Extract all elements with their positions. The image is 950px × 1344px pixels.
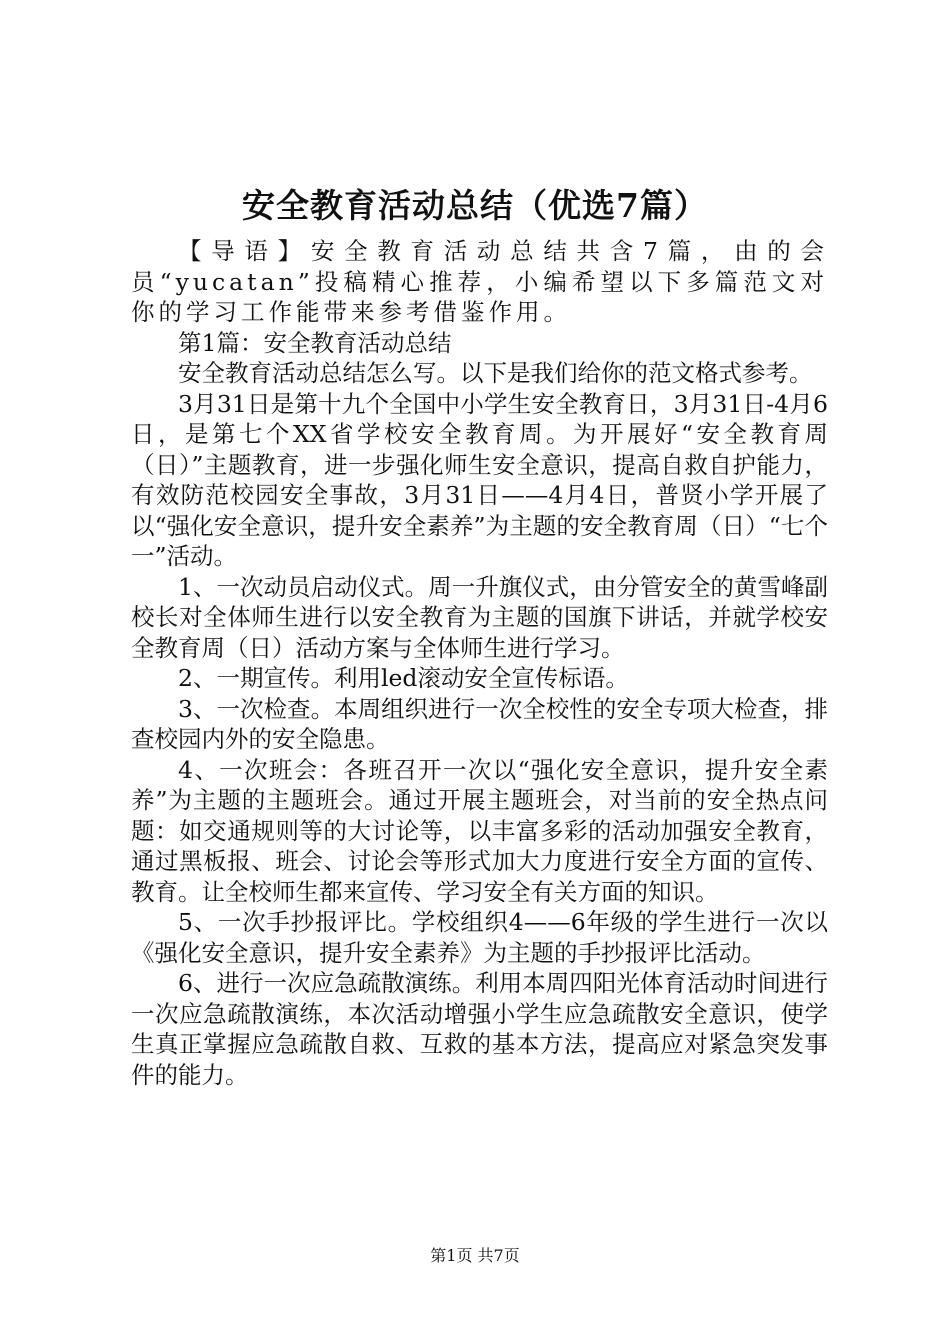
document-body — [131, 236, 828, 1090]
body-paragraph: 2、一期宣传。利用led滚动安全宣传标语。 — [178, 664, 629, 692]
chapter-heading: 第1篇：安全教育活动总结 — [178, 328, 452, 357]
body-paragraph: 1、一次动员启动仪式。周一升旗仪式，由分管安全的黄雪峰副校长对全体师生进行以安全教育为主题的国旗下讲话，并就学校安全教育周（日）活动方案与全体师生进行学习。 — [131, 572, 828, 662]
page-title: 安全教育活动总结（优选7篇） — [242, 186, 708, 225]
body-paragraph: 4、一次班会：各班召开一次以“强化安全意识，提升安全素养”为主题的主题班会。通过开展主题班会，对当前的安全热点问题：如交通规则等的大讨论等，以丰富多彩的活动加强安全教育，通过黑板报、班会、讨论会等形式加大力度进行安全方面的宣传、教育。让全校师生都来宣传、学习安全有关方面的知识。 — [131, 755, 828, 906]
body-paragraph: 5、一次手抄报评比。学校组织4——6年级的学生进行一次以《强化安全意识，提升安全素养》为主题的手抄报评比活动。 — [131, 908, 828, 967]
body-paragraph: 安全教育活动总结怎么写。以下是我们给你的范文格式参考。 — [178, 359, 813, 387]
body-paragraph: 6、进行一次应急疏散演练。利用本周四阳光体育活动时间进行一次应急疏散演练，本次活动增强小学生应急疏散安全意识，使学生真正掌握应急疏散自救、互救的基本方法，提高应对紧急突发事件的能力。 — [131, 969, 828, 1089]
intro-paragraph: 【导语】安全教育活动总结共含7篇，由的会员“yucatan”投稿精心推荐，小编希望以下多篇范文对你的学习工作能带来参考借鉴作用。 — [131, 237, 828, 326]
page-footer: 第1页 共7页 — [430, 1246, 520, 1265]
body-paragraph: 3、一次检查。本周组织进行一次全校性的安全专项大检查，排查校园内外的安全隐患。 — [131, 694, 828, 753]
body-paragraph: 3月31日是第十九个全国中小学生安全教育日，3月31日-4月6日，是第七个XX省学校安全教育周。为开展好“安全教育周（日）”主题教育，进一步强化师生安全意识，提高自救自护能力，有效防范校园安全事故，3月31日——4月4日，普贤小学开展了以“强化安全意识，提升安全素养”为主题的安全教育周（日）“七个一”活动。 — [131, 389, 828, 570]
